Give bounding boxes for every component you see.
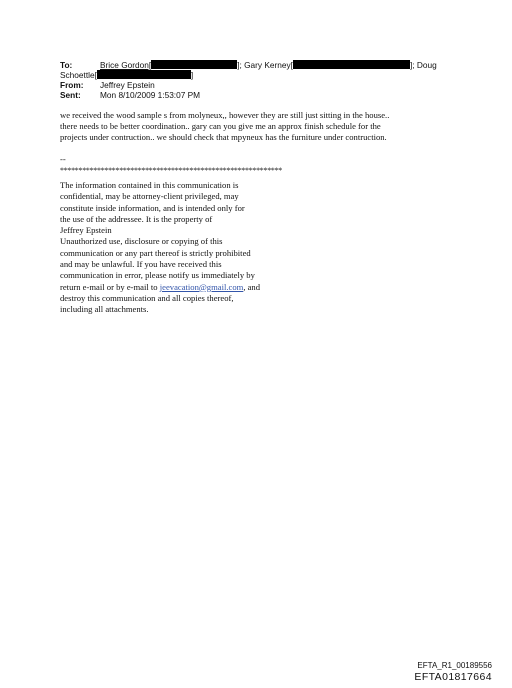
email-suffix: , and [243, 281, 261, 292]
disclaimer-line: constitute inside information, and is intended only for [60, 202, 245, 213]
email-prefix: return e-mail or by e-mail to [60, 281, 160, 292]
signature-stars: ************************************************************ [60, 166, 283, 175]
to-continuation-line [60, 70, 193, 80]
email-link[interactable]: jeevacation@gmail.com [159, 281, 244, 292]
disclaimer-line: Unauthorized use, disclosure or copying of this [60, 236, 223, 247]
bates-id-primary: EFTA_R1_00189556 [417, 661, 492, 670]
from-label: From: [60, 80, 84, 90]
disclaimer-line: the use of the addressee. It is the property of [60, 213, 213, 224]
to-separator-2: ]; Doug [409, 60, 437, 70]
sent-line [60, 90, 200, 100]
disclaimer-email-line [60, 282, 260, 293]
disclaimer-line: communication in error, please notify us immediately by [60, 270, 255, 281]
to-separator-1: ]; Gary Kerney[ [237, 60, 293, 70]
redaction-box [97, 70, 194, 80]
disclaimer [60, 180, 260, 316]
sent-value: Mon 8/10/2009 1:53:07 PM [100, 90, 201, 100]
disclaimer-line: Jeffrey Epstein [60, 225, 112, 236]
to-line [60, 60, 437, 70]
message-line: there needs to be better coordination.. gary can you give me an approx finish schedule for the [60, 121, 381, 131]
sent-label: Sent: [60, 90, 81, 100]
to-recipient-1: Brice Gordon[ [100, 60, 152, 70]
from-value: Jeffrey Epstein [100, 80, 155, 90]
disclaimer-line: confidential, may be attorney-client privileged, may [60, 191, 239, 202]
disclaimer-line: destroy this communication and all copies thereof, [60, 292, 234, 303]
disclaimer-line: including all attachments. [60, 304, 149, 315]
signature-dashes: -- [60, 154, 66, 164]
disclaimer-line: and may be unlawful. If you have received this [60, 259, 222, 270]
disclaimer-line: The information contained in this communication is [60, 180, 239, 190]
from-line [60, 80, 155, 90]
redaction-box [151, 60, 237, 69]
message-line: projects under contruction.. we should check that mpyneux has the furniture under contruction. [60, 132, 387, 142]
to-label: To: [60, 60, 73, 70]
redaction-box [293, 60, 410, 69]
to-recipient-3: Schoettle[ [60, 70, 97, 80]
to-cont-end: ] [190, 70, 194, 80]
disclaimer-line: communication or any part thereof is strictly prohibited [60, 247, 251, 258]
message-line: we received the wood sample s from molyneux,, however they are still just sitting in the house.. [60, 110, 390, 120]
bates-id-secondary: EFTA01817664 [414, 671, 492, 683]
